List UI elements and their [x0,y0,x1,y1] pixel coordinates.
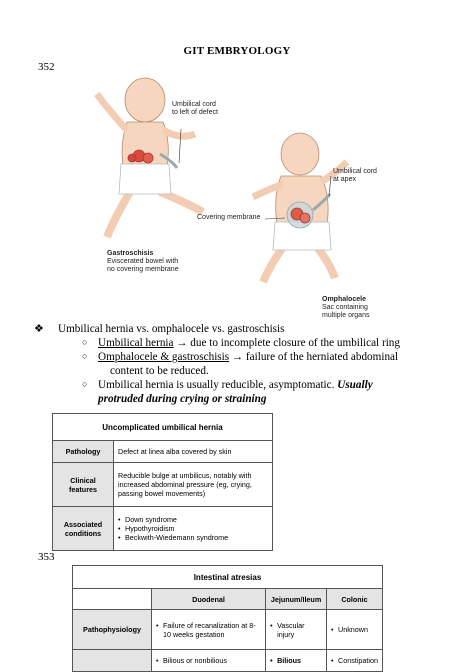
list-item: • Beckwith-Wiedemann syndrome [118,533,268,542]
diamond-bullet-icon: ❖ [34,323,44,335]
notes-section [36,322,456,406]
list-item: • Vascular injury [270,621,322,639]
list-item: • Constipation [331,656,378,665]
circle-bullet-icon: ○ [82,379,88,389]
page-number-353: 353 [38,551,55,563]
circle-bullet-icon: ○ [82,351,88,361]
table-row [73,650,383,672]
list-item: • Failure of recanalization at 8-10 weeks gestation [156,621,261,639]
gastro-callout: Umbilical cord to left of defect [172,101,218,116]
omphalocele-caption: Omphalocele Sac containing multiple organs [322,296,370,319]
umbilical-hernia-table [52,413,273,551]
conditions-list [118,515,268,542]
list-item: • Unknown [331,625,378,634]
list-item: • Down syndrome [118,515,268,524]
note-item: ○ Umbilical hernia → due to incomplete closure of the umbilical ring [82,337,400,349]
table-title: Uncomplicated umbilical hernia [53,414,273,441]
list-item: • Bilious [270,656,322,665]
table-row: Pathophysiology • Failure of recanalization at 8-10 weeks gestation • Vascular injury • Unknown [73,610,383,650]
embryology-illustration [85,72,385,317]
list-item: • Bilious or nonbilious [156,656,261,665]
list-item: • Hypothyroidism [118,524,268,533]
omphalocele-infant [253,133,347,282]
main-bullet: ❖ Umbilical hernia vs. omphalocele vs. gastroschisis [34,323,285,335]
omph-callout: Umbilical cord at apex [333,168,377,183]
note-item: ○ Umbilical hernia is usually reducible, asymptomatic. Usually protruded during crying or straining [82,379,373,405]
page-title: GIT EMBRYOLOGY [183,45,291,57]
table-row: Clinical features Reducible bulge at umbilicus, notably with increased abdominal pressure (eg, crying, passing bowel movements) [53,463,273,507]
membrane-label: Covering membrane [197,214,261,221]
gastroschisis-caption: Gastroschisis Eviscerated bowel with no covering membrane [107,250,179,273]
page-number-352: 352 [38,61,55,73]
note-item: ○ Omphalocele & gastroschisis → failure of the herniated abdominal content to be reduced. [82,351,399,377]
table-title: Intestinal atresias [73,566,383,589]
table-row: Pathology Defect at linea alba covered by skin [53,441,273,463]
circle-bullet-icon: ○ [82,337,88,347]
table-header-row: Duodenal Jejunum/Ileum Colonic [73,589,383,610]
table-row: Associated conditions • Down syndrome • Hypothyroidism • Beckwith-Wiedemann syndrome [53,507,273,551]
intestinal-atresia-table [72,565,383,672]
